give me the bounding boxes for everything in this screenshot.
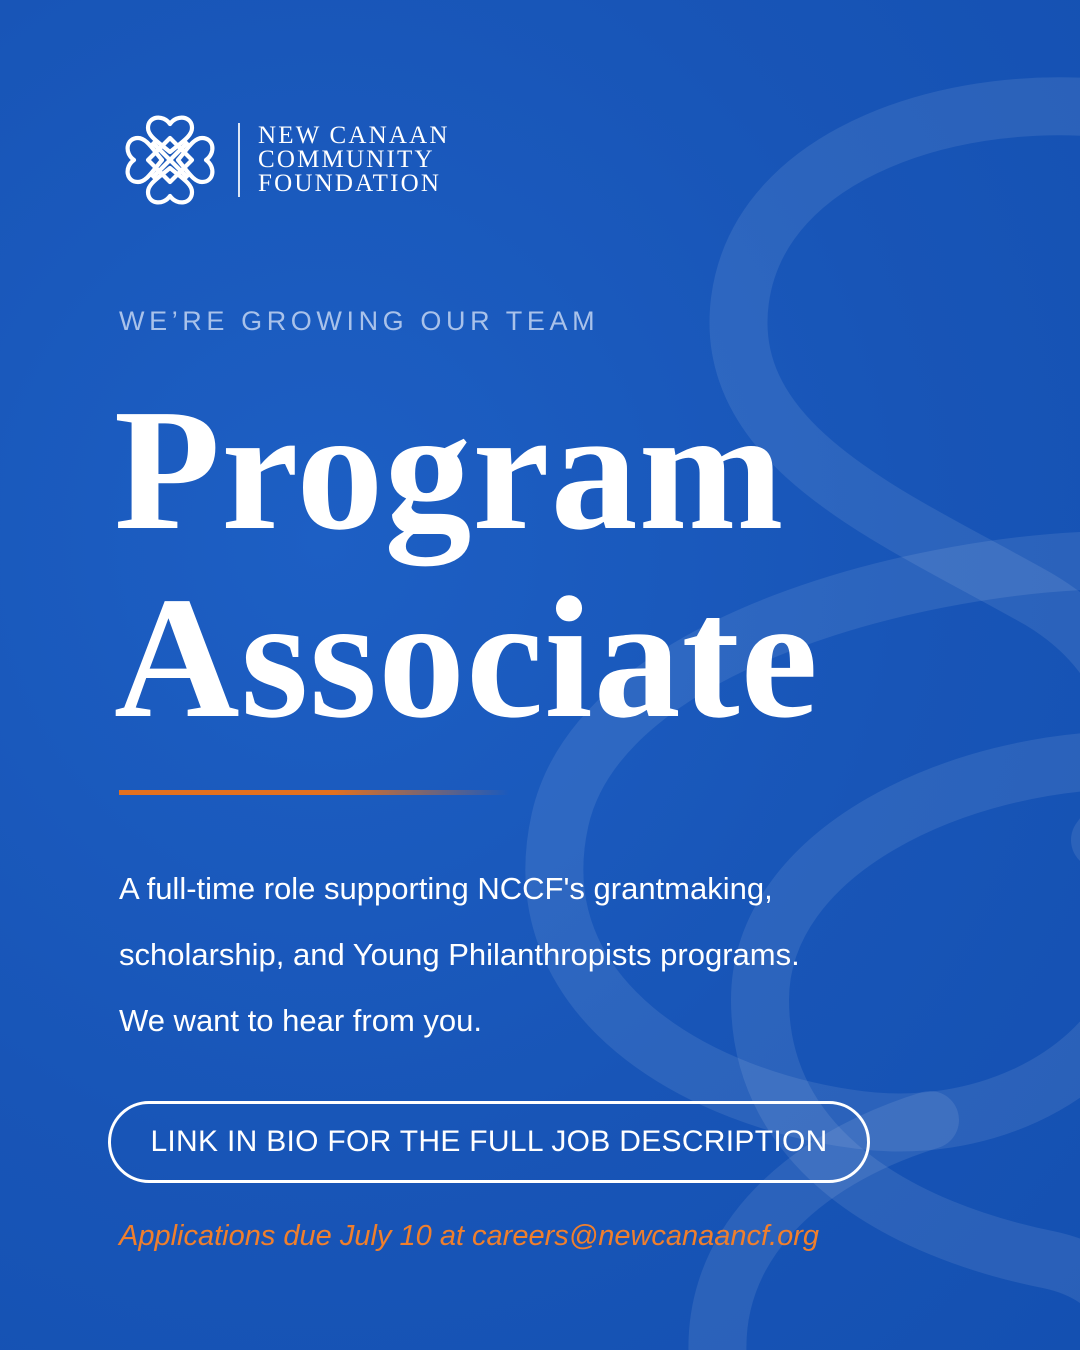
accent-divider (119, 790, 509, 795)
job-description-link-button[interactable]: LINK IN BIO FOR THE FULL JOB DESCRIPTION (108, 1101, 870, 1183)
description-line: We want to hear from you. (119, 1003, 482, 1038)
brand-logo (118, 108, 450, 212)
eyebrow-heading: WE’RE GROWING OUR TEAM (119, 306, 600, 336)
logo-divider (238, 123, 240, 197)
brand-name-line: COMMUNITY (258, 146, 435, 173)
brand-name-line: NEW CANAAN (258, 122, 450, 149)
description-line: scholarship, and Young Philanthropists programs. (119, 937, 800, 972)
knot-hearts-icon (118, 108, 222, 212)
job-title-line: Associate (114, 561, 819, 754)
description-line: A full-time role supporting NCCF's grantmaking, (119, 871, 773, 906)
job-title-line: Program (114, 373, 785, 566)
brand-name (258, 124, 450, 196)
job-title (114, 373, 819, 754)
brand-name-line: FOUNDATION (258, 170, 442, 197)
applications-deadline-note: Applications due July 10 at careers@newcanaancf.org (119, 1220, 820, 1252)
job-description (119, 856, 999, 1054)
